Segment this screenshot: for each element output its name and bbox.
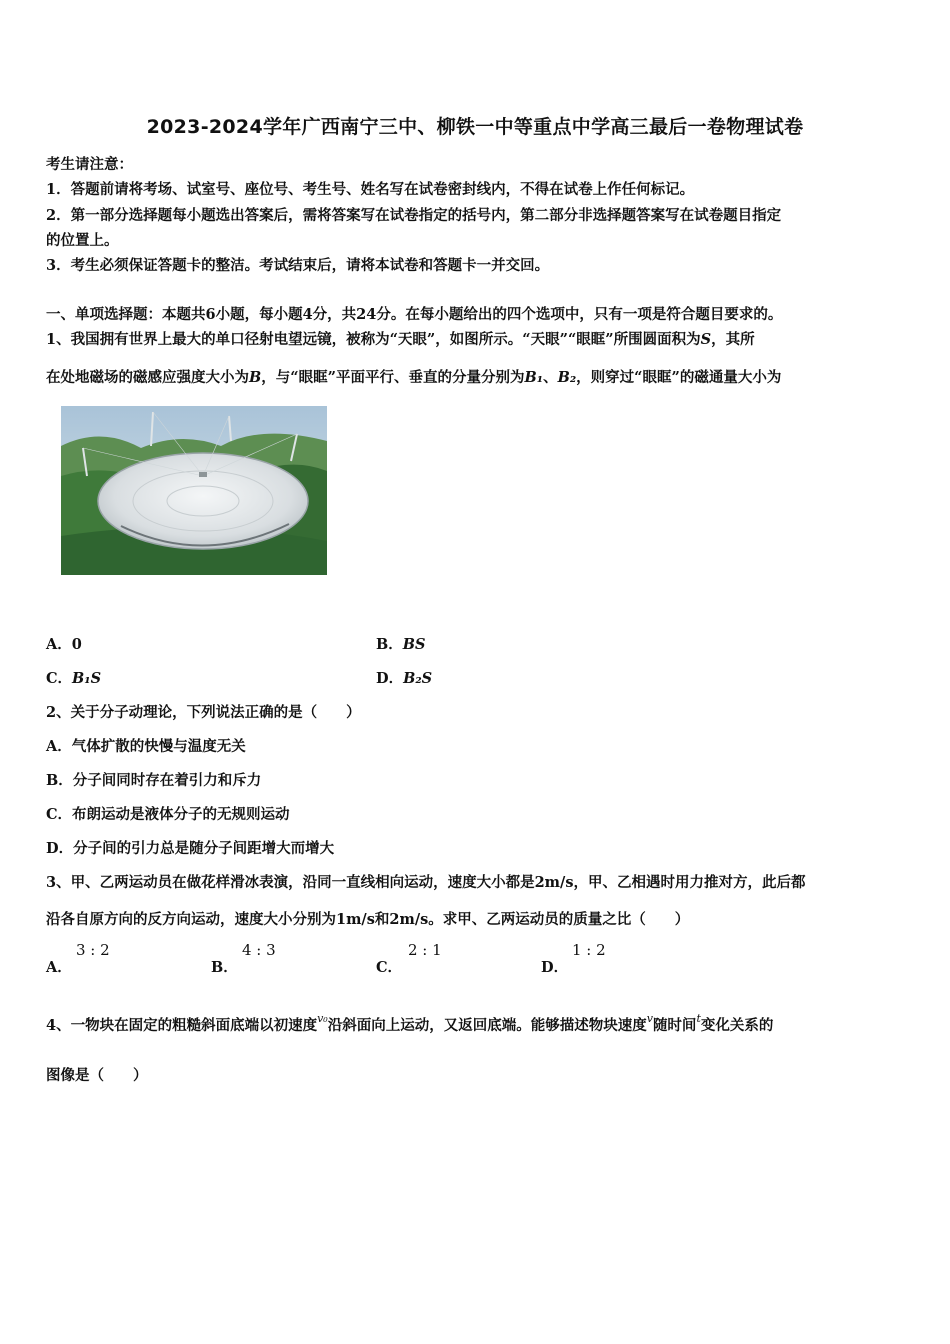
q4-var-t: t [696, 1012, 701, 1025]
q1-var-s: S [700, 331, 712, 348]
notice-item-3: 3．考生必须保证答题卡的整洁。考试结束后，请将本试卷和答题卡一并交回。 [46, 257, 550, 274]
q1-option-c-label: C． [46, 670, 73, 687]
q3-option-a-value: 3 : 2 [76, 941, 110, 959]
q1-option-c-value: B₁S [72, 670, 102, 687]
q4-stem-line1 [46, 1014, 773, 1035]
q3-option-d-label: D． [541, 959, 569, 976]
q3-option-b-label: B． [211, 959, 238, 976]
q1-var-b: B [249, 369, 262, 386]
q1-option-a-label: A． [46, 636, 72, 653]
section-heading: 一、单项选择题：本题共6小题，每小题4分，共24分。在每小题给出的四个选项中，只有一项是符合题目要求的。 [46, 306, 783, 323]
q1-text-e: ，则穿过“眼眶”的磁通量大小为 [576, 369, 782, 386]
q1-text-c: 在处地磁场的磁感应强度大小为 [46, 369, 249, 386]
q1-option-c[interactable] [46, 667, 101, 688]
q3-option-d-value: 1 : 2 [572, 941, 606, 959]
q1-var-b2: B₂ [557, 369, 577, 386]
page-title: 2023-2024学年广西南宁三中、柳铁一中等重点中学高三最后一卷物理试卷 [146, 116, 804, 138]
q3-option-d[interactable] [541, 956, 568, 977]
q2-option-d[interactable]: D．分子间的引力总是随分子间距增大而增大 [46, 840, 335, 857]
q1-stem-line2 [46, 366, 781, 387]
q3-option-c[interactable] [376, 956, 402, 977]
q3-option-b-value: 4 : 3 [242, 941, 276, 959]
notice-item-2-cont: 的位置上。 [46, 232, 119, 249]
q1-option-b[interactable] [376, 633, 426, 654]
telescope-illustration [61, 406, 327, 575]
q4-text-1: 4、一物块在固定的粗糙斜面底端以初速度 [46, 1017, 318, 1034]
q3-option-c-label: C． [376, 959, 403, 976]
q3-option-b[interactable] [211, 956, 238, 977]
q1-option-d[interactable] [376, 667, 432, 688]
q3-option-a-label: A． [46, 959, 72, 976]
q1-sep: 、 [543, 369, 558, 386]
q3-option-c-value: 2 : 1 [408, 941, 442, 959]
q3-stem-line2: 沿各自原方向的反方向运动，速度大小分别为1m/s和2m/s。求甲、乙两运动员的质量之比（ ） [46, 911, 690, 928]
q4-var-v0: v₀ [317, 1012, 328, 1025]
q3-stem-line1: 3、甲、乙两运动员在做花样滑冰表演，沿同一直线相向运动，速度大小都是2m/s，甲、乙相遇时用力推对方，此后都 [46, 874, 806, 891]
telescope-photo [61, 406, 327, 575]
notice-item-2: 2．第一部分选择题每小题选出答案后，需将答案写在试卷指定的括号内，第二部分非选择题答案写在试卷题目指定 [46, 207, 782, 224]
q4-var-v: v [646, 1012, 653, 1025]
q1-var-b1: B₁ [524, 369, 544, 386]
q2-option-a[interactable]: A．气体扩散的快慢与温度无关 [46, 738, 246, 755]
q1-option-a[interactable] [46, 633, 82, 654]
q1-text-b: ，其所 [711, 331, 755, 348]
q1-text-a: 1、我国拥有世界上最大的单口径射电望远镜，被称为“天眼”，如图所示。“天眼”“眼眶”所围圆面积为 [46, 331, 701, 348]
q2-option-c[interactable]: C．布朗运动是液体分子的无规则运动 [46, 806, 290, 823]
notice-item-1: 1．答题前请将考场、试室号、座位号、考生号、姓名写在试卷密封线内，不得在试卷上作任何标记。 [46, 181, 695, 198]
q2-option-b[interactable]: B．分子间同时存在着引力和斥力 [46, 772, 262, 789]
q4-stem-line2: 图像是（ ） [46, 1067, 148, 1084]
q1-option-b-label: B． [376, 636, 403, 653]
q4-text-3: 随时间 [652, 1017, 697, 1034]
q4-text-4: 变化关系的 [700, 1017, 774, 1034]
q1-option-a-value: 0 [71, 636, 82, 653]
q1-option-d-label: D． [376, 670, 404, 687]
q3-option-a[interactable] [46, 956, 72, 977]
q4-text-2: 沿斜面向上运动，又返回底端。能够描述物块速度 [327, 1017, 647, 1034]
q1-option-b-value: BS [402, 636, 426, 653]
q1-option-d-value: B₂S [403, 670, 433, 687]
notice-heading: 考生请注意： [46, 156, 133, 173]
q1-stem-line1 [46, 328, 755, 349]
q2-stem: 2、关于分子动理论，下列说法正确的是（ ） [46, 704, 361, 721]
q1-text-d: ，与“眼眶”平面平行、垂直的分量分别为 [261, 369, 525, 386]
